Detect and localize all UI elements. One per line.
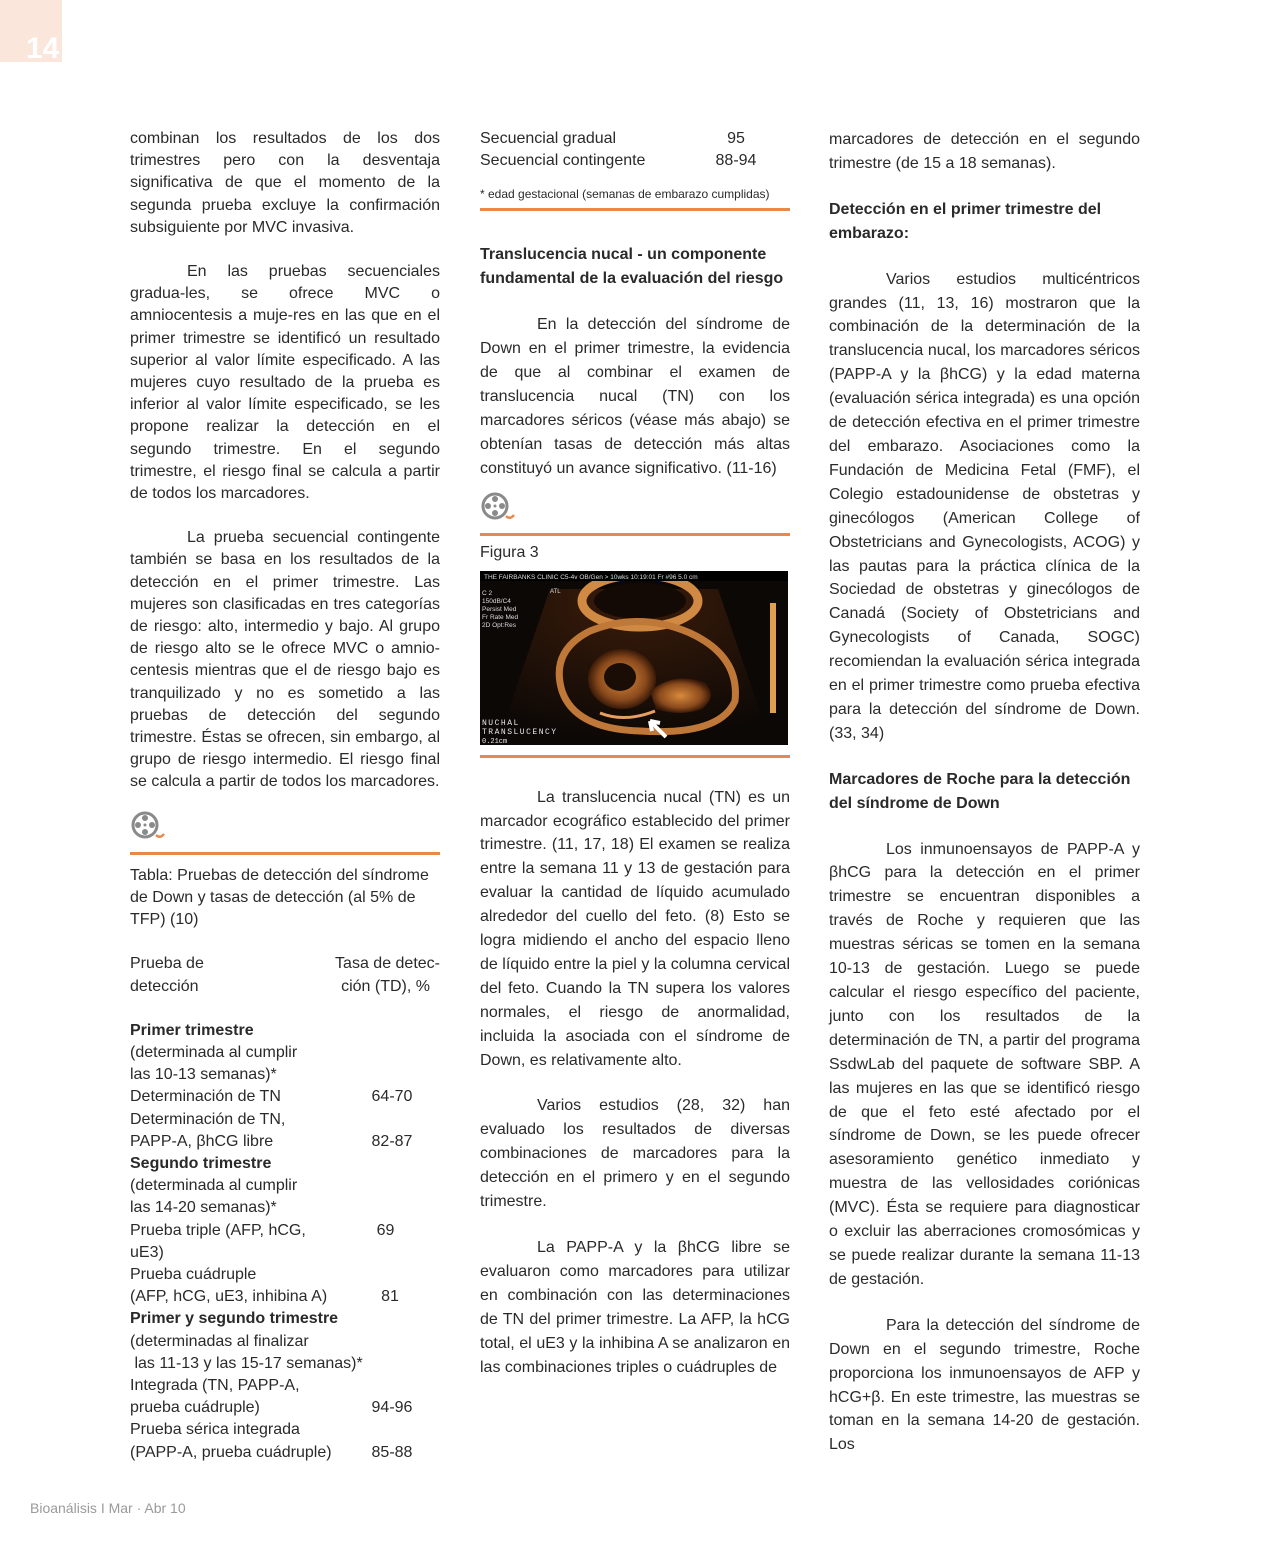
row-label: (PAPP-A, prueba cuádruple) [130, 1443, 332, 1461]
row-value: 94-96 [371, 1399, 413, 1417]
section-subtitle: las 10-13 semanas)* [130, 1066, 277, 1084]
section-subtitle: (determinada al cumplir [130, 1043, 298, 1061]
table-row [480, 150, 790, 172]
row-label: Secuencial contingente [480, 152, 646, 170]
ultrasound-param: C 2 [482, 589, 493, 597]
table-header-right: Tasa de detec- [335, 955, 440, 973]
row-value: 81 [381, 1288, 399, 1306]
section-heading: Marcadores de Roche para la detección del síndrome de Down [829, 770, 1131, 812]
row-label: Prueba sérica integrada [130, 1421, 300, 1439]
row-value: 95 [727, 130, 745, 147]
row-label: prueba cuádruple) [130, 1399, 260, 1417]
section-subtitle: las 14-20 semanas)* [130, 1199, 277, 1217]
column-3 [829, 128, 1140, 1457]
section-title: Primer trimestre [130, 1021, 254, 1039]
ultrasound-caption: TRANSLUCENCY [482, 727, 558, 737]
table-header-left: detección [130, 977, 199, 995]
column-1 [130, 128, 440, 1464]
paragraph: La translucencia nucal (TN) es un marcador ecográfico establecido del primer trimestre. (11, 17, 18) El examen se realiza entre la semana 11 y 13 de gestación para evaluar la cantidad de líquido acumulado alrededor del cuello del feto. (8) Esto se logra midiendo el ancho del espacio lleno de líquido entre la piel y la columna cervical del feto. Cuando la TN supera los valores normales, el riesgo de anormalidad, incluida la asociada con el síndrome de Down, es relativamente alto. [480, 788, 790, 1069]
ultrasound-param: 150dB/C4 [482, 597, 511, 605]
page-footer: Bioanálisis I Mar · Abr 10 [30, 1500, 186, 1516]
paragraph: En la detección del síndrome de Down en el primer trimestre, la evidencia de que al combinar el examen de translucencia nucal (TN) con los marcadores séricos (véase más abajo) se obtenían tasas de detección más altas constituyó un avance significativo. (11-16) [480, 316, 790, 478]
row-label: Prueba triple (AFP, hCG, uE3) [130, 1221, 306, 1261]
table-header-left: Prueba de [130, 955, 204, 973]
row-value: 69 [376, 1221, 395, 1239]
row-label: Integrada (TN, PAPP-A, [130, 1376, 300, 1394]
table-row [130, 1442, 440, 1464]
table-header-right: ción (TD), % [341, 977, 430, 995]
table-row [130, 1131, 440, 1153]
section-subtitle: (determinada al cumplir [130, 1177, 298, 1195]
figure-label: Figura 3 [480, 544, 539, 562]
ultrasound-caption: NUCHAL [482, 718, 520, 728]
paragraph: Varios estudios multicéntricos grandes (11, 13, 16) mostraron que la combinación de la determinación de la translucencia nucal, los marcadores séricos (PAPP-A y la βhCG) y la edad materna (evaluación sérica integrada) es una opción de detección efectiva en el primer trimestre del embarazo. Asociaciones como la Fundación de Medicina Fetal (FMF), el Colegio estadounidense de obstetras y ginecólogos (American College of Obstetricians and Gynecologists, ACOG) y las pautas para la práctica clínica de la Sociedad de obstetras y ginecólogos de Canadá (Society of Obstetricians and Gynecologists of Canada, SOGC) recomiendan la evaluación sérica integrada en el primer trimestre como prueba efectiva para la detección del síndrome de Down. (33, 34) [829, 270, 1140, 742]
film-reel-icon [480, 491, 526, 525]
section-heading: Translucencia nucal - un componente fundamental de la evaluación del riesgo [480, 246, 784, 288]
column-2 [480, 128, 790, 1379]
table-row [130, 1086, 440, 1108]
table-footnote: * edad gestacional (semanas de embarazo cumplidas) [480, 187, 770, 202]
ultrasound-param: 2D Opt:Res [482, 621, 516, 629]
table-row [130, 1397, 440, 1419]
row-label: Determinación de TN, [130, 1110, 286, 1128]
row-label: PAPP-A, βhCG libre [130, 1132, 274, 1150]
row-label: Prueba cuádruple [130, 1265, 257, 1283]
section-title: Segundo trimestre [130, 1154, 272, 1172]
paragraph: marcadores de detección en el segundo trimestre (de 15 a 18 semanas). [829, 131, 1140, 172]
table-row [130, 1220, 440, 1264]
paragraph: La prueba secuencial contingente también se basa en los resultados de la detección en el primer trimestre. Las mujeres son clasificadas en tres categorías de riesgo: alto, intermedio y bajo. Al grupo de riesgo alto se le ofrece MVC o amnio-centesis mientras que el de riesgo bajo es tranquilizado y no es sometido a las pruebas de detección del segundo trimestre. Éstas se ofrecen, sin embargo, al grupo de riesgo intermedio. El riesgo final se calcula a partir de todos los marcadores. [130, 529, 440, 791]
paragraph: combinan los resultados de los dos trimestres pero con la desventaja significativa de que el momento de la segunda prueba excluye la confirmación subsiguiente por MVC invasiva. [130, 130, 440, 236]
row-value: 64-70 [371, 1088, 413, 1106]
table-header [130, 953, 440, 997]
paragraph: La PAPP-A y la βhCG libre se evaluaron como marcadores para utilizar en combinación con las determinaciones de TN del primer trimestre. La AFP, la hCG total, el uE3 y la inhibina A se analizaron en las combinaciones triples o cuádruples de [480, 1239, 790, 1376]
row-value: 88-94 [715, 152, 757, 170]
section-subtitle: (determinadas al finalizar [130, 1332, 309, 1350]
film-reel-icon [130, 810, 176, 844]
row-label: Determinación de TN [130, 1088, 281, 1106]
section-title: Primer y segundo trimestre [130, 1310, 339, 1328]
page-number-tab [0, 0, 62, 65]
row-value: 85-88 [371, 1443, 413, 1461]
divider [480, 533, 790, 536]
table-caption: Tabla: Pruebas de detección del síndrome de Down y tasas de detección (al 5% de TFP) (10) [130, 866, 429, 929]
section-subtitle: las 11-13 y las 15-17 semanas)* [130, 1354, 363, 1372]
row-label: (AFP, hCG, uE3, inhibina A) [130, 1288, 328, 1306]
paragraph: Varios estudios (28, 32) han evaluado los resultados de diversas combinaciones de marcadores para la detección en el primero y en el segundo trimestre. [480, 1097, 790, 1211]
ultrasound-header: THE FAIRBANKS CLINIC C5-4v OB/Gen > 10wks 10:19:01 Fr #96 5.0 cm [484, 573, 698, 581]
ultrasound-measure: 0.21cm [482, 737, 508, 745]
ultrasound-param: Persist Med [482, 605, 517, 613]
ultrasound-image [480, 571, 788, 745]
paragraph: En las pruebas secuenciales gradua-les, se ofrece MVC o amniocentesis a muje-res en las que en el primer trimestre se identificó un resultado superior al valor límite especificado. A las mujeres cuyo resultado de la prueba es inferior al valor límite especificado, se les propone realizar la detección en el segundo trimestre. En el segundo trimestre, el riesgo final se calcula a partir de todos los marcadores. [130, 263, 440, 503]
row-label: Secuencial gradual [480, 130, 617, 147]
ultrasound-param: Fr Rate Med [482, 613, 519, 621]
table-row [480, 128, 790, 150]
paragraph: Para la detección del síndrome de Down en el segundo trimestre, Roche proporciona los inmunoensayos de AFP y hCG+β. En este trimestre, las muestras se toman en la semana 14-20 de gestación. Los [829, 1316, 1140, 1454]
ultrasound-label: ATL [550, 588, 561, 595]
row-value: 82-87 [371, 1132, 413, 1150]
table-row [130, 1286, 440, 1308]
section-heading: Detección en el primer trimestre del embarazo: [829, 200, 1102, 242]
paragraph: Los inmunoensayos de PAPP-A y βhCG para la detección en el primer trimestre se encuentran disponibles a través de Roche y requieren que las muestras séricas se tomen en la semana 10-13 de gestación. Luego se puede calcular el riesgo específico del paciente, junto con los resultados de la determinación de TN, a partir del programa SsdwLab del paquete de software SBP. A las mujeres en las que se identificó riesgo de que el feto esté afectado por el síndrome de Down, se les puede ofrecer asesoramiento genético inmediato y muestra de las vellosidades coriónicas (MVC). Ésta se requiere para diagnosticar o excluir las aberraciones cromosómicas y se puede realizar durante la semana 11-13 de gestación. [829, 840, 1140, 1288]
page-number: 14 [26, 32, 60, 65]
